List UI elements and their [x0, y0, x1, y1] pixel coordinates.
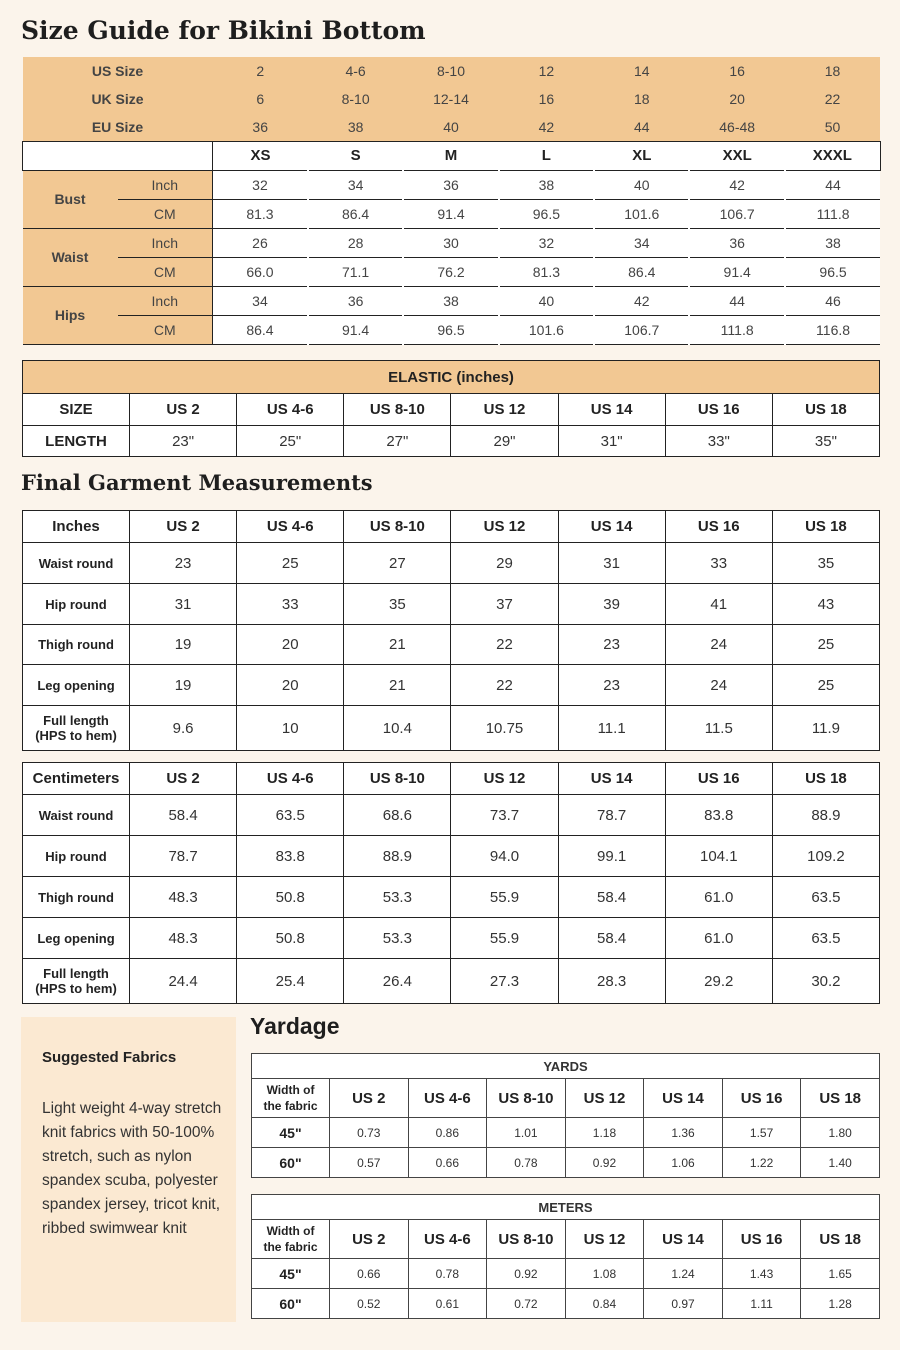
yardage-value: 0.57 — [330, 1148, 409, 1178]
yardage-value: 1.24 — [644, 1259, 723, 1289]
corner-line-1: Width of — [266, 1224, 315, 1238]
yardage-value: 0.84 — [565, 1289, 644, 1319]
measure-value: 37 — [451, 584, 558, 625]
size-value: 20 — [729, 91, 745, 107]
body-measure: 111.8 — [785, 199, 880, 228]
yardage-size-header: US 4-6 — [408, 1220, 487, 1259]
yardage-size-header: US 12 — [565, 1220, 644, 1259]
yardage-value: 1.80 — [801, 1118, 880, 1148]
measure-label-text: Waist round — [38, 807, 114, 823]
elastic-size-label: SIZE — [23, 394, 130, 426]
size-system-label: US Size — [91, 63, 144, 79]
yardage-size-header: US 18 — [801, 1079, 880, 1118]
size-header: US 4-6 — [237, 511, 344, 543]
elastic-size: US 12 — [451, 394, 558, 426]
elastic-length: 33" — [665, 426, 772, 457]
measure-value: 29 — [451, 543, 558, 584]
body-measure: 26 — [213, 228, 308, 257]
size-header: US 14 — [558, 763, 665, 795]
measure-value: 23 — [558, 625, 665, 665]
measure-label-text: Waist round — [38, 555, 114, 571]
measure-value: 104.1 — [665, 836, 772, 877]
measure-value: 50.8 — [237, 918, 344, 959]
measure-value: 78.7 — [558, 795, 665, 836]
size-value: 4-6 — [345, 63, 366, 79]
yardage-caption: YARDS — [252, 1054, 880, 1079]
body-measure: 96.5 — [499, 199, 594, 228]
measure-value: 55.9 — [451, 877, 558, 918]
measure-value: 27.3 — [451, 959, 558, 1004]
measure-label-sub: (HPS to hem) — [35, 981, 117, 996]
measure-label — [23, 959, 130, 1004]
unit-label: CM — [118, 257, 213, 286]
elastic-length: 23" — [130, 426, 237, 457]
body-measure: 86.4 — [308, 199, 403, 228]
measure-value: 23 — [558, 665, 665, 706]
elastic-length-label: LENGTH — [23, 426, 130, 457]
body-measure: 91.4 — [308, 315, 403, 344]
measure-value: 27 — [344, 543, 451, 584]
yardage-value: 0.52 — [330, 1289, 409, 1319]
yardage-value: 0.72 — [487, 1289, 566, 1319]
measure-value: 68.6 — [344, 795, 451, 836]
letter-size: XXXL — [785, 141, 880, 170]
measure-label-text: Thigh round — [38, 889, 114, 905]
measure-value: 99.1 — [558, 836, 665, 877]
fabrics-title: Suggested Fabrics — [42, 1049, 177, 1066]
body-measure: 34 — [594, 228, 689, 257]
size-value: 8-10 — [436, 63, 465, 79]
body-measure: 101.6 — [594, 199, 689, 228]
size-header: US 2 — [130, 511, 237, 543]
body-part-label: Waist — [23, 228, 118, 286]
measure-label — [23, 836, 130, 877]
yardage-size-header: US 18 — [801, 1220, 880, 1259]
measure-label — [23, 918, 130, 959]
measure-value: 23 — [130, 543, 237, 584]
body-measure: 71.1 — [308, 257, 403, 286]
measure-value: 10.4 — [344, 706, 451, 751]
yardage-value: 1.18 — [565, 1118, 644, 1148]
page-title: Size Guide for Bikini Bottom — [21, 16, 426, 45]
body-measure: 66.0 — [213, 257, 308, 286]
size-value: 42 — [538, 118, 555, 135]
measure-label-text: Thigh round — [38, 637, 114, 652]
fabric-width: 45" — [252, 1259, 330, 1289]
body-part-label: Bust — [23, 170, 118, 228]
elastic-title: ELASTIC (inches) — [23, 361, 880, 394]
measure-value: 33 — [665, 543, 772, 584]
measure-value: 63.5 — [772, 877, 879, 918]
measure-value: 58.4 — [558, 877, 665, 918]
size-value: 38 — [347, 118, 364, 135]
measure-value: 48.3 — [130, 918, 237, 959]
size-header: US 4-6 — [237, 763, 344, 795]
measure-value: 24.4 — [130, 959, 237, 1004]
measure-value: 88.9 — [772, 795, 879, 836]
yardage-value: 0.61 — [408, 1289, 487, 1319]
size-system-label: EU Size — [91, 118, 144, 135]
body-measure: 101.6 — [499, 315, 594, 344]
yardage-value: 0.97 — [644, 1289, 723, 1319]
elastic-size: US 18 — [772, 394, 879, 426]
measure-value: 43 — [772, 584, 879, 625]
elastic-size: US 14 — [558, 394, 665, 426]
corner-line-2: the fabric — [263, 1099, 318, 1113]
measure-value: 25 — [237, 543, 344, 584]
elastic-length: 31" — [558, 426, 665, 457]
measure-value: 61.0 — [665, 918, 772, 959]
table-corner: Inches — [23, 511, 130, 543]
body-measure: 96.5 — [785, 257, 880, 286]
measure-value: 55.9 — [451, 918, 558, 959]
inches-table — [22, 510, 880, 751]
yardage-size-header: US 8-10 — [487, 1220, 566, 1259]
section-title-final: Final Garment Measurements — [21, 470, 373, 495]
measure-value: 21 — [344, 665, 451, 706]
measure-value: 11.1 — [558, 706, 665, 751]
body-measure: 76.2 — [403, 257, 498, 286]
body-measure: 32 — [499, 228, 594, 257]
size-header: US 8-10 — [344, 763, 451, 795]
letter-size: L — [499, 141, 594, 170]
yardage-value: 1.28 — [801, 1289, 880, 1319]
size-header: US 12 — [451, 763, 558, 795]
measure-value: 73.7 — [451, 795, 558, 836]
measure-value: 20 — [237, 625, 344, 665]
measure-label — [23, 543, 130, 584]
unit-label: Inch — [118, 170, 213, 199]
size-value: 40 — [443, 118, 459, 135]
size-header: US 18 — [772, 763, 879, 795]
size-value: 12-14 — [433, 91, 469, 107]
body-measure: 91.4 — [689, 257, 784, 286]
measure-label-sub: (HPS to hem) — [35, 728, 117, 743]
measure-value: 25.4 — [237, 959, 344, 1004]
elastic-size: US 16 — [665, 394, 772, 426]
elastic-size: US 2 — [130, 394, 237, 426]
size-header: US 12 — [451, 511, 558, 543]
yardage-value: 0.73 — [330, 1118, 409, 1148]
body-measure: 86.4 — [213, 315, 308, 344]
measure-value: 10.75 — [451, 706, 558, 751]
measure-value: 33 — [237, 584, 344, 625]
size-value: 16 — [729, 63, 745, 79]
body-measure: 38 — [403, 286, 498, 315]
measure-label-text: Hip round — [45, 596, 107, 612]
yardage-value: 0.78 — [408, 1259, 487, 1289]
measure-value: 9.6 — [130, 706, 237, 751]
measure-value: 88.9 — [344, 836, 451, 877]
letter-size: S — [308, 141, 403, 170]
fabric-width: 60" — [252, 1289, 330, 1319]
fabric-width: 45" — [252, 1118, 330, 1148]
yardage-size-header: US 8-10 — [487, 1079, 566, 1118]
corner-line-1: Width of — [266, 1083, 315, 1097]
yardage-value: 1.43 — [722, 1259, 801, 1289]
measure-label — [23, 877, 130, 918]
yards-table — [251, 1053, 880, 1178]
body-measure: 81.3 — [499, 257, 594, 286]
cm-table — [22, 762, 880, 1004]
body-measure: 38 — [785, 228, 880, 257]
measure-value: 83.8 — [237, 836, 344, 877]
body-measure: 38 — [499, 170, 594, 199]
size-value: 14 — [633, 63, 650, 79]
body-measure: 44 — [785, 170, 880, 199]
measure-label-text: Full length — [43, 713, 109, 728]
size-header: US 16 — [665, 511, 772, 543]
measure-value: 78.7 — [130, 836, 237, 877]
elastic-length: 27" — [344, 426, 451, 457]
body-measure: 42 — [594, 286, 689, 315]
yardage-value: 1.65 — [801, 1259, 880, 1289]
body-measure: 40 — [499, 286, 594, 315]
size-header: US 8-10 — [344, 511, 451, 543]
size-value: 50 — [824, 118, 841, 135]
body-measure: 40 — [594, 170, 689, 199]
suggested-fabrics-box — [21, 1017, 236, 1322]
size-value: 44 — [633, 118, 650, 135]
yardage-value: 1.01 — [487, 1118, 566, 1148]
meters-table — [251, 1194, 880, 1319]
fabrics-text: Light weight 4-way stretch knit fabrics with 50-100% stretch, such as nylon spandex scuba, polyester spandex jersey, tricot knit, ribbed swimwear knit — [42, 1100, 222, 1237]
letter-corner — [23, 141, 213, 170]
measure-value: 20 — [237, 665, 344, 706]
measure-value: 94.0 — [451, 836, 558, 877]
elastic-length: 35" — [772, 426, 879, 457]
yardage-size-header: US 16 — [722, 1220, 801, 1259]
elastic-length: 25" — [237, 426, 344, 457]
measure-label-text: Leg opening — [37, 930, 115, 946]
measure-value: 26.4 — [344, 959, 451, 1004]
measure-value: 58.4 — [130, 795, 237, 836]
yardage-value: 0.92 — [487, 1259, 566, 1289]
fabric-width: 60" — [252, 1148, 330, 1178]
measure-value: 19 — [130, 665, 237, 706]
corner-line-2: the fabric — [263, 1240, 318, 1254]
body-measure: 81.3 — [213, 199, 308, 228]
measure-value: 25 — [772, 665, 879, 706]
unit-label: CM — [118, 315, 213, 344]
elastic-size: US 4-6 — [237, 394, 344, 426]
measure-value: 10 — [237, 706, 344, 751]
size-header: US 18 — [772, 511, 879, 543]
yardage-title: Yardage — [250, 1013, 340, 1039]
measure-label — [23, 584, 130, 625]
measure-value: 22 — [451, 625, 558, 665]
yardage-value: 1.22 — [722, 1148, 801, 1178]
measure-label-text: Hip round — [45, 848, 107, 864]
measure-value: 11.9 — [772, 706, 879, 751]
measure-value: 25 — [772, 625, 879, 665]
measure-value: 30.2 — [772, 959, 879, 1004]
size-header: US 14 — [558, 511, 665, 543]
size-table — [22, 57, 881, 345]
yardage-value: 1.08 — [565, 1259, 644, 1289]
measure-label — [23, 665, 130, 706]
measure-label — [23, 625, 130, 665]
size-value: 46-48 — [719, 118, 756, 135]
yardage-value: 1.11 — [722, 1289, 801, 1319]
yardage-size-header: US 16 — [722, 1079, 801, 1118]
body-measure: 34 — [213, 286, 308, 315]
measure-value: 19 — [130, 625, 237, 665]
elastic-size: US 8-10 — [344, 394, 451, 426]
measure-label-text: Leg opening — [37, 677, 115, 693]
body-measure: 106.7 — [689, 199, 784, 228]
yardage-size-header: US 12 — [565, 1079, 644, 1118]
elastic-table — [22, 360, 880, 457]
body-measure: 91.4 — [403, 199, 498, 228]
unit-label: CM — [118, 199, 213, 228]
size-value: 6 — [256, 91, 265, 107]
yardage-value: 0.86 — [408, 1118, 487, 1148]
measure-value: 41 — [665, 584, 772, 625]
measure-label — [23, 706, 130, 751]
yardage-value: 0.78 — [487, 1148, 566, 1178]
body-measure: 44 — [689, 286, 784, 315]
yardage-size-header: US 14 — [644, 1220, 723, 1259]
size-value: 16 — [538, 91, 555, 107]
measure-value: 50.8 — [237, 877, 344, 918]
measure-value: 53.3 — [344, 918, 451, 959]
measure-value: 63.5 — [772, 918, 879, 959]
size-value: 18 — [633, 91, 650, 107]
yardage-size-header: US 14 — [644, 1079, 723, 1118]
body-measure: 116.8 — [785, 315, 880, 344]
measure-label-text: Full length — [43, 966, 109, 981]
body-measure: 111.8 — [689, 315, 784, 344]
size-header: US 16 — [665, 763, 772, 795]
measure-value: 58.4 — [558, 918, 665, 959]
yardage-size-header: US 2 — [330, 1079, 409, 1118]
measure-value: 53.3 — [344, 877, 451, 918]
yardage-caption: METERS — [252, 1195, 880, 1220]
letter-size: XL — [594, 141, 689, 170]
measure-value: 61.0 — [665, 877, 772, 918]
measure-label — [23, 795, 130, 836]
yardage-value: 1.57 — [722, 1118, 801, 1148]
measure-value: 11.5 — [665, 706, 772, 751]
yardage-value: 1.06 — [644, 1148, 723, 1178]
yardage-value: 1.40 — [801, 1148, 880, 1178]
elastic-length: 29" — [451, 426, 558, 457]
yardage-value: 0.66 — [330, 1259, 409, 1289]
measure-value: 29.2 — [665, 959, 772, 1004]
size-header: US 2 — [130, 763, 237, 795]
body-measure: 36 — [308, 286, 403, 315]
yardage-value: 0.92 — [565, 1148, 644, 1178]
measure-value: 21 — [344, 625, 451, 665]
yardage-value: 0.66 — [408, 1148, 487, 1178]
size-value: 18 — [824, 63, 841, 79]
size-value: 22 — [824, 91, 841, 107]
size-value: 12 — [538, 63, 555, 79]
size-value: 36 — [252, 118, 268, 135]
body-measure: 30 — [403, 228, 498, 257]
measure-value: 35 — [772, 543, 879, 584]
letter-size: XS — [213, 141, 308, 170]
measure-value: 35 — [344, 584, 451, 625]
body-measure: 36 — [689, 228, 784, 257]
body-measure: 96.5 — [403, 315, 498, 344]
body-measure: 42 — [689, 170, 784, 199]
body-part-label: Hips — [23, 286, 118, 344]
measure-value: 31 — [558, 543, 665, 584]
size-value: 8-10 — [341, 91, 370, 107]
measure-value: 109.2 — [772, 836, 879, 877]
letter-size: XXL — [689, 141, 784, 170]
measure-value: 63.5 — [237, 795, 344, 836]
measure-value: 22 — [451, 665, 558, 706]
body-measure: 106.7 — [594, 315, 689, 344]
measure-value: 24 — [665, 665, 772, 706]
unit-label: Inch — [118, 286, 213, 315]
measure-value: 48.3 — [130, 877, 237, 918]
yardage-size-header: US 2 — [330, 1220, 409, 1259]
table-corner: Centimeters — [23, 763, 130, 795]
body-measure: 28 — [308, 228, 403, 257]
width-of-fabric-label — [252, 1220, 330, 1259]
measure-value: 28.3 — [558, 959, 665, 1004]
measure-value: 83.8 — [665, 795, 772, 836]
measure-value: 39 — [558, 584, 665, 625]
measure-value: 31 — [130, 584, 237, 625]
yardage-size-header: US 4-6 — [408, 1079, 487, 1118]
body-measure: 46 — [785, 286, 880, 315]
body-measure: 34 — [308, 170, 403, 199]
measure-value: 24 — [665, 625, 772, 665]
letter-size: M — [403, 141, 498, 170]
body-measure: 32 — [213, 170, 308, 199]
size-value: 2 — [256, 63, 265, 79]
unit-label: Inch — [118, 228, 213, 257]
width-of-fabric-label — [252, 1079, 330, 1118]
body-measure: 86.4 — [594, 257, 689, 286]
yardage-value: 1.36 — [644, 1118, 723, 1148]
size-system-label: UK Size — [91, 91, 144, 107]
body-measure: 36 — [403, 170, 498, 199]
